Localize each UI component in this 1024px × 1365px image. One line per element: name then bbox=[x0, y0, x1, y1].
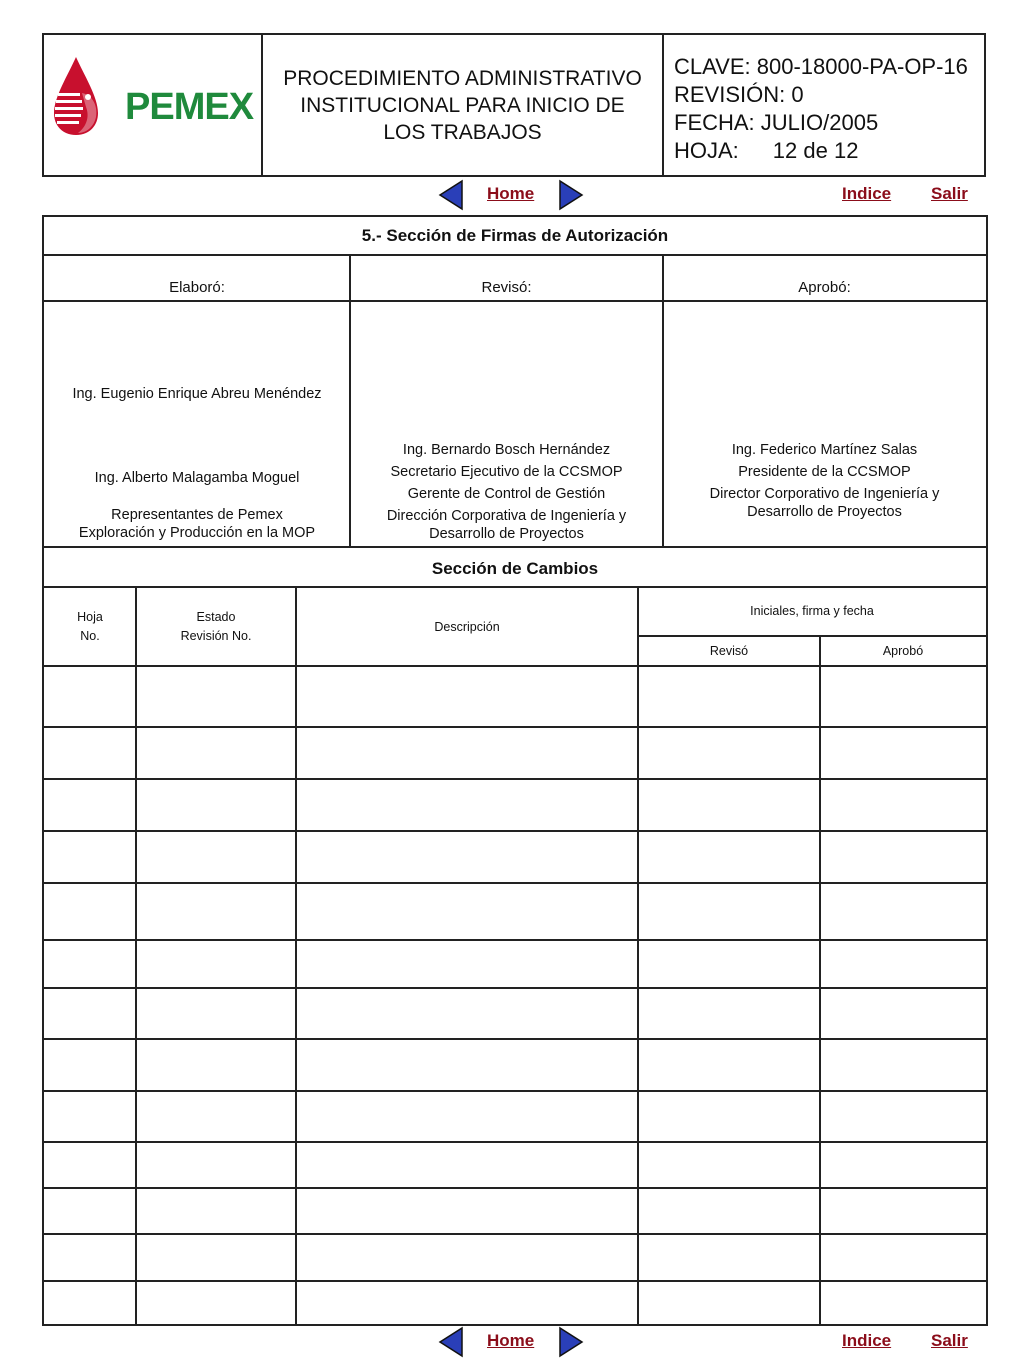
reviso-line-1: Secretario Ejecutivo de la CCSMOP bbox=[390, 464, 623, 480]
table-cell bbox=[637, 1038, 819, 1090]
table-cell bbox=[295, 1233, 637, 1280]
table-cell bbox=[135, 1038, 295, 1090]
table-row bbox=[44, 1141, 986, 1187]
table-cell bbox=[819, 1038, 988, 1090]
table-cell bbox=[295, 939, 637, 987]
table-cell bbox=[819, 830, 988, 882]
table-cell bbox=[637, 778, 819, 830]
table-row bbox=[44, 939, 986, 987]
table-cell bbox=[44, 882, 135, 939]
aprobo-name: Ing. Federico Martínez Salas bbox=[731, 442, 918, 458]
table-cell bbox=[637, 665, 819, 726]
signature-section bbox=[42, 215, 988, 548]
role-reviso: Revisó: bbox=[481, 279, 532, 296]
table-cell bbox=[295, 1090, 637, 1141]
indice-link[interactable]: Indice bbox=[842, 184, 892, 203]
table-cell bbox=[295, 1280, 637, 1326]
next-arrow-icon[interactable] bbox=[558, 1326, 584, 1358]
table-cell bbox=[135, 1141, 295, 1187]
bottom-navigation bbox=[0, 1325, 1024, 1359]
table-cell bbox=[819, 665, 988, 726]
table-row bbox=[44, 830, 986, 882]
header-hoja-line-2: No. bbox=[80, 629, 100, 643]
table-cell bbox=[135, 665, 295, 726]
table-cell bbox=[819, 882, 988, 939]
home-link[interactable]: Home bbox=[487, 1331, 535, 1350]
table-cell bbox=[135, 830, 295, 882]
table-cell bbox=[295, 1141, 637, 1187]
table-cell bbox=[44, 1233, 135, 1280]
table-cell bbox=[44, 665, 135, 726]
changes-section-title: Sección de Cambios bbox=[44, 548, 986, 588]
table-cell bbox=[819, 1090, 988, 1141]
table-cell bbox=[44, 987, 135, 1038]
table-cell bbox=[135, 939, 295, 987]
table-cell bbox=[295, 882, 637, 939]
reviso-line-3: Dirección Corporativa de Ingeniería y bbox=[386, 508, 627, 524]
top-navigation bbox=[0, 178, 1024, 212]
salir-link[interactable]: Salir bbox=[931, 1331, 968, 1350]
table-row bbox=[44, 1280, 986, 1326]
reviso-line-2: Gerente de Control de Gestión bbox=[407, 486, 606, 502]
table-cell bbox=[637, 1280, 819, 1326]
elaboro-line-1: Representantes de Pemex bbox=[111, 507, 283, 523]
aprobo-line-3: Desarrollo de Proyectos bbox=[747, 504, 902, 520]
reviso-name: Ing. Bernardo Bosch Hernández bbox=[402, 442, 611, 458]
table-cell bbox=[637, 882, 819, 939]
elaboro-name-1: Ing. Eugenio Enrique Abreu Menéndez bbox=[72, 386, 322, 402]
table-row bbox=[44, 987, 986, 1038]
previous-arrow-icon[interactable] bbox=[438, 1326, 464, 1358]
hoja-label: HOJA: bbox=[674, 138, 739, 163]
signature-section-title: 5.- Sección de Firmas de Autorización bbox=[44, 217, 986, 256]
table-cell bbox=[44, 1187, 135, 1233]
previous-arrow-icon[interactable] bbox=[438, 179, 464, 211]
table-cell bbox=[135, 1233, 295, 1280]
header-estado bbox=[136, 608, 296, 646]
title-line-2: INSTITUCIONAL PARA INICIO DE bbox=[300, 93, 625, 117]
table-cell bbox=[135, 882, 295, 939]
aprobo-line-2: Director Corporativo de Ingeniería y bbox=[709, 486, 940, 502]
header-estado-line-1: Estado bbox=[196, 610, 236, 624]
table-row bbox=[44, 882, 986, 939]
document-title bbox=[268, 65, 658, 146]
role-aprobo: Aprobó: bbox=[798, 279, 851, 296]
pemex-wordmark: PEMEX bbox=[125, 86, 254, 128]
table-cell bbox=[819, 1187, 988, 1233]
aprobo-line-1: Presidente de la CCSMOP bbox=[738, 464, 911, 480]
pemex-logo bbox=[46, 35, 261, 175]
reviso-block bbox=[350, 300, 663, 546]
document-title-cell bbox=[263, 35, 664, 175]
header-hoja-line-1: Hoja bbox=[77, 610, 103, 624]
table-cell bbox=[819, 1141, 988, 1187]
header-hoja bbox=[44, 608, 136, 646]
table-cell bbox=[135, 1280, 295, 1326]
table-cell bbox=[295, 778, 637, 830]
table-cell bbox=[637, 1187, 819, 1233]
reviso-line-4: Desarrollo de Proyectos bbox=[429, 526, 584, 542]
table-cell bbox=[637, 1141, 819, 1187]
table-cell bbox=[44, 1038, 135, 1090]
title-line-3: LOS TRABAJOS bbox=[383, 120, 542, 144]
table-cell bbox=[135, 778, 295, 830]
table-cell bbox=[135, 1187, 295, 1233]
table-cell bbox=[295, 1038, 637, 1090]
table-cell bbox=[295, 830, 637, 882]
logo-cell bbox=[44, 35, 263, 175]
hoja-row bbox=[674, 137, 984, 165]
table-cell bbox=[44, 1090, 135, 1141]
table-cell bbox=[637, 1233, 819, 1280]
header-descripcion: Descripción bbox=[434, 620, 500, 634]
table-row bbox=[44, 1187, 986, 1233]
table-cell bbox=[135, 726, 295, 778]
hoja-value: 12 de 12 bbox=[772, 138, 859, 163]
table-cell bbox=[295, 987, 637, 1038]
fecha-text: FECHA: JULIO/2005 bbox=[674, 110, 879, 135]
revision-text: REVISIÓN: 0 bbox=[674, 82, 804, 107]
table-cell bbox=[637, 939, 819, 987]
table-cell bbox=[44, 778, 135, 830]
document-meta-cell bbox=[664, 35, 984, 175]
clave-text: CLAVE: 800-18000-PA-OP-16 bbox=[674, 54, 968, 79]
header-iniciales: Iniciales, firma y fecha bbox=[750, 604, 874, 618]
elaboro-block bbox=[44, 300, 350, 546]
indice-link[interactable]: Indice bbox=[842, 1331, 892, 1350]
table-row bbox=[44, 1090, 986, 1141]
table-cell bbox=[637, 726, 819, 778]
table-cell bbox=[819, 726, 988, 778]
table-row bbox=[44, 1038, 986, 1090]
table-cell bbox=[44, 939, 135, 987]
header-reviso: Revisó bbox=[709, 644, 749, 658]
salir-link[interactable]: Salir bbox=[931, 184, 968, 203]
table-row bbox=[44, 665, 986, 726]
title-line-1: PROCEDIMIENTO ADMINISTRATIVO bbox=[283, 66, 642, 90]
document-header bbox=[42, 33, 986, 177]
table-cell bbox=[637, 1090, 819, 1141]
aprobo-block bbox=[663, 300, 986, 546]
table-cell bbox=[295, 1187, 637, 1233]
table-cell bbox=[819, 1280, 988, 1326]
table-row bbox=[44, 1233, 986, 1280]
changes-section bbox=[42, 546, 988, 1326]
header-aprobo: Aprobó bbox=[882, 644, 924, 658]
table-cell bbox=[637, 987, 819, 1038]
table-cell bbox=[819, 987, 988, 1038]
header-subdivider bbox=[638, 635, 986, 637]
next-arrow-icon[interactable] bbox=[558, 179, 584, 211]
elaboro-line-2: Exploración y Producción en la MOP bbox=[78, 525, 316, 541]
table-cell bbox=[819, 778, 988, 830]
table-cell bbox=[637, 830, 819, 882]
home-link[interactable]: Home bbox=[487, 184, 535, 203]
table-cell bbox=[295, 726, 637, 778]
table-row bbox=[44, 778, 986, 830]
table-row bbox=[44, 726, 986, 778]
table-cell bbox=[44, 726, 135, 778]
table-cell bbox=[135, 1090, 295, 1141]
table-cell bbox=[135, 987, 295, 1038]
elaboro-name-2: Ing. Alberto Malagamba Moguel bbox=[94, 470, 300, 486]
table-cell bbox=[44, 1280, 135, 1326]
table-cell bbox=[819, 939, 988, 987]
header-estado-line-2: Revisión No. bbox=[180, 629, 252, 643]
table-cell bbox=[44, 830, 135, 882]
table-cell bbox=[819, 1233, 988, 1280]
role-elaboro: Elaboró: bbox=[169, 279, 225, 296]
table-cell bbox=[44, 1141, 135, 1187]
table-cell bbox=[295, 665, 637, 726]
